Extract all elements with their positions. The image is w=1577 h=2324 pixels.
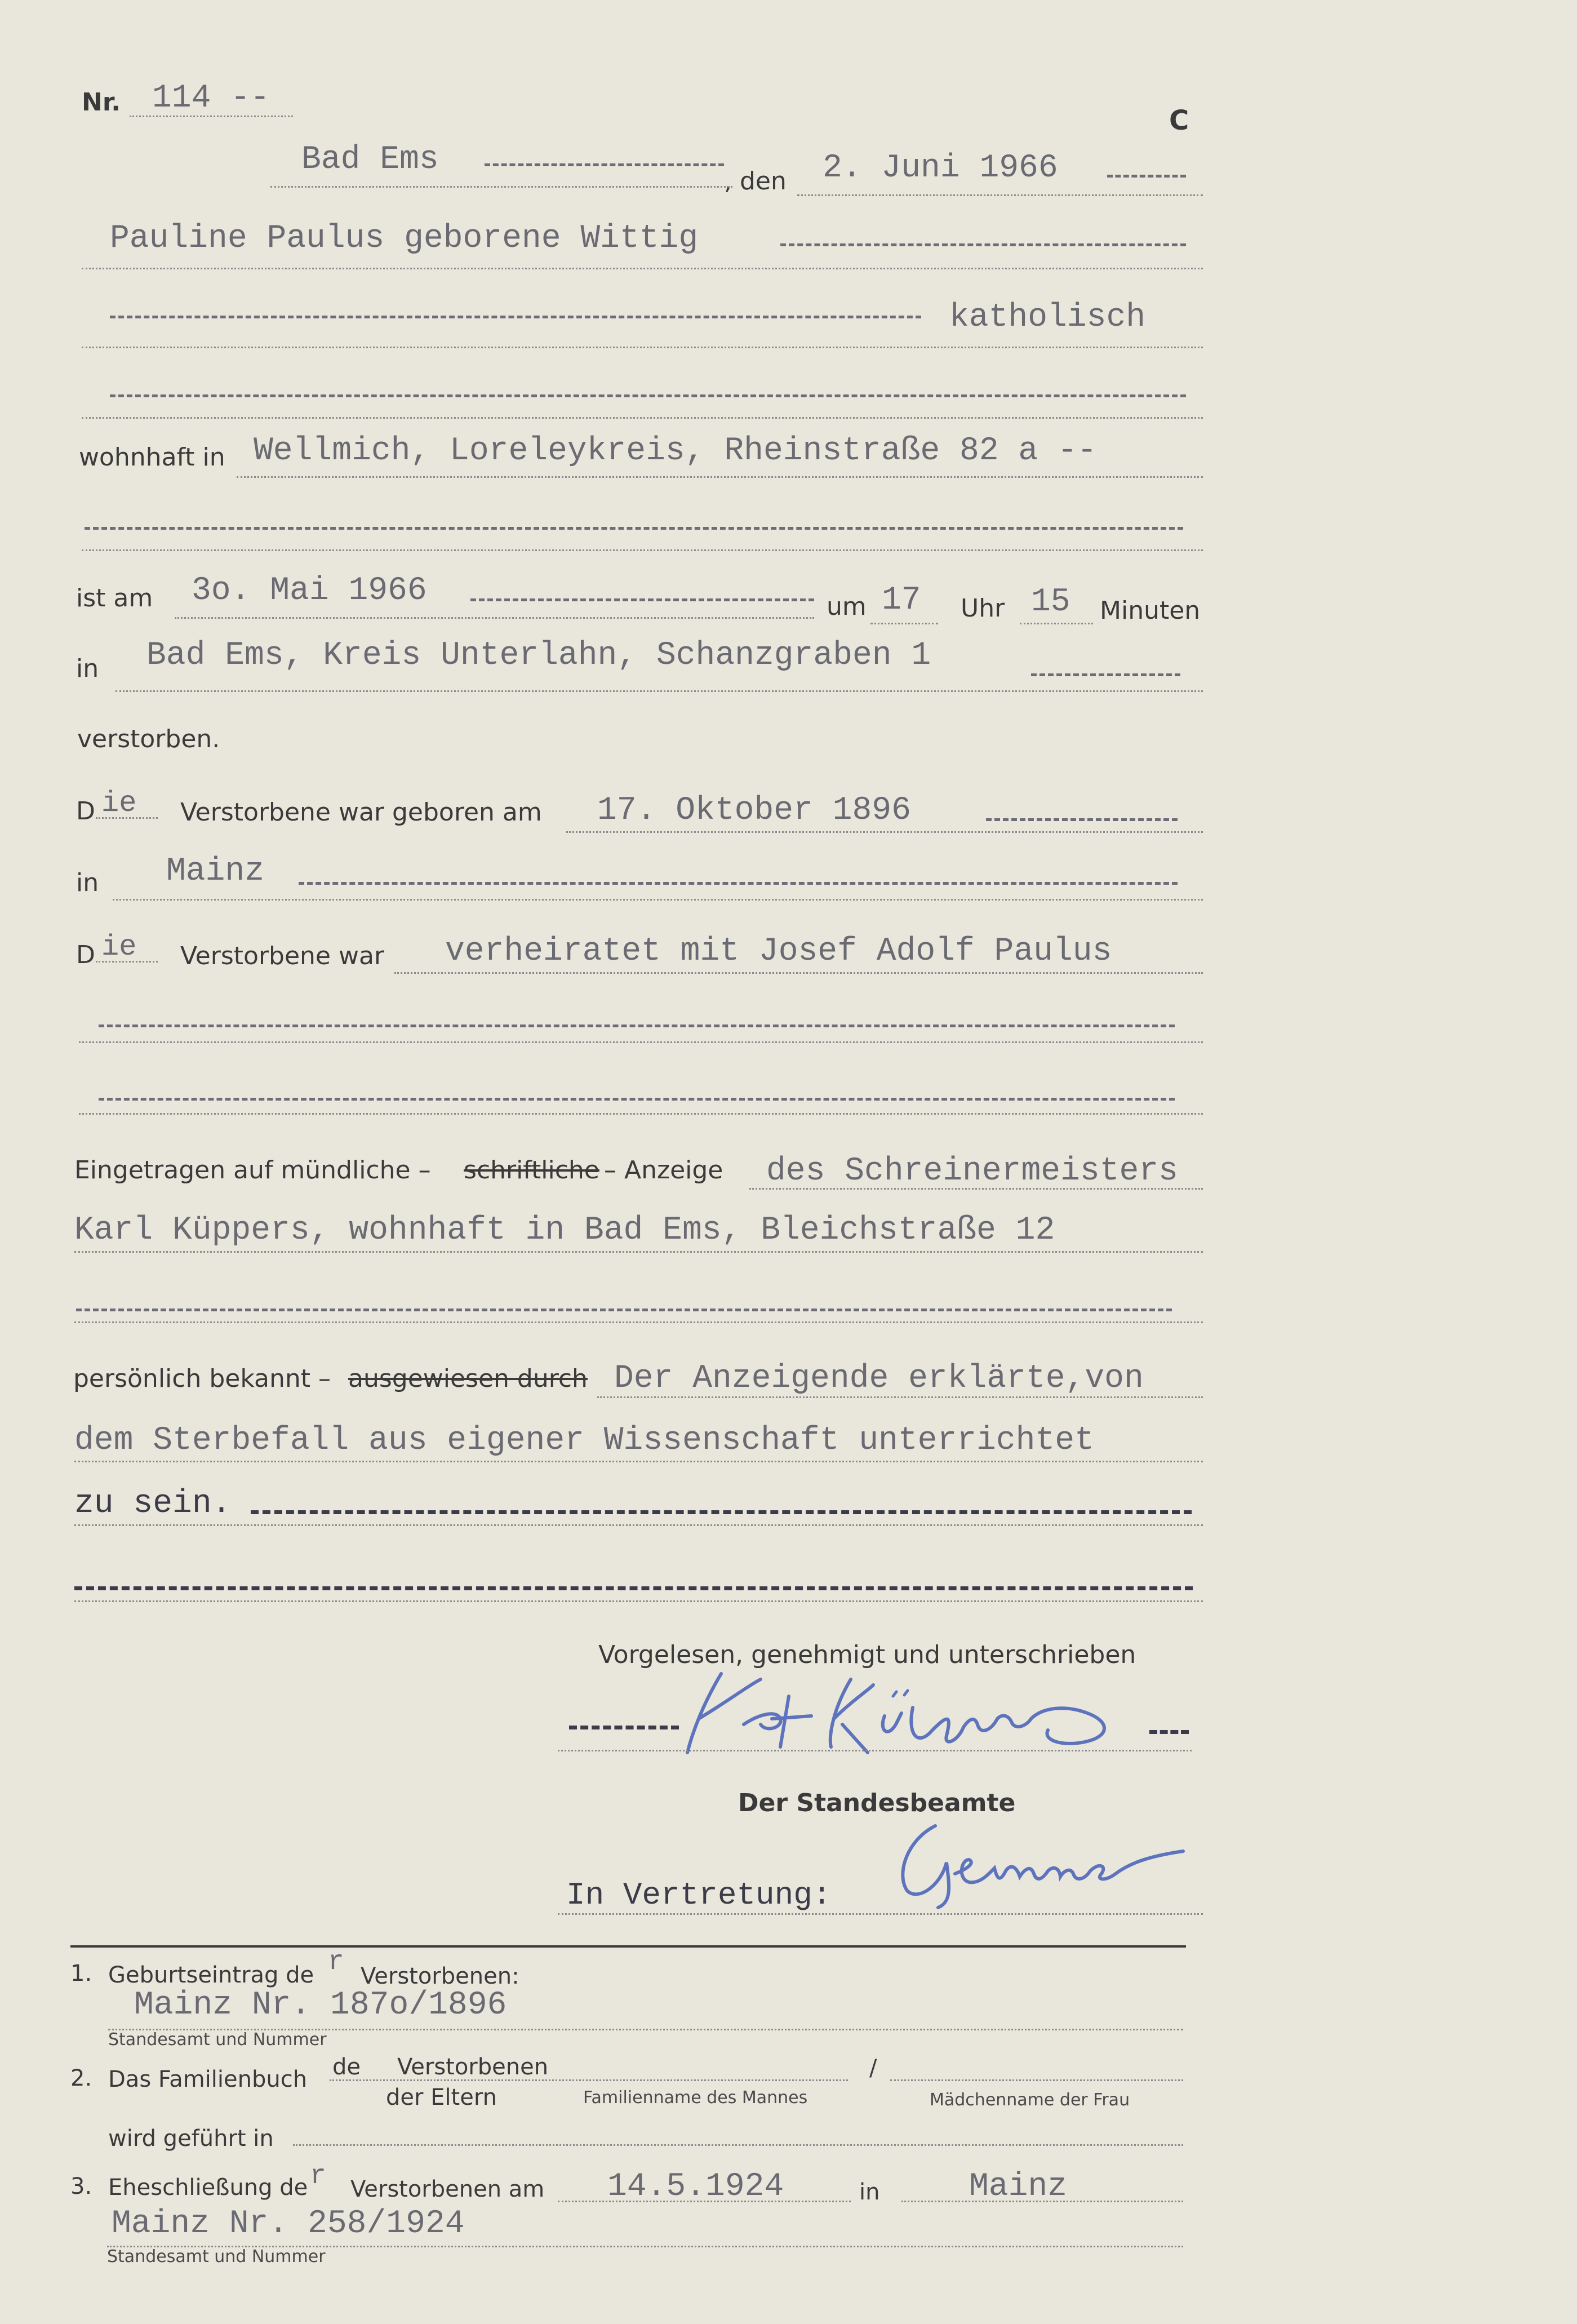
deputy-field-line [558, 1913, 1203, 1915]
item2-caption-wife: Mädchenname der Frau [930, 2090, 1130, 2110]
item3-place: Mainz [969, 2168, 1068, 2205]
birth-article-line [96, 817, 158, 819]
date-dash-fill [1107, 175, 1186, 178]
blank-field-line-1 [82, 417, 1203, 419]
item1-number: 1. [70, 1961, 92, 1986]
residence-label: wohnhaft in [79, 443, 225, 472]
item2-slash: / [869, 2055, 877, 2081]
residence-field-line [237, 476, 1203, 478]
identification-field-line-1 [597, 1396, 1203, 1398]
death-in-label: in [76, 654, 99, 683]
official-signature [885, 1817, 1200, 1919]
item3-date: 14.5.1924 [607, 2168, 784, 2205]
minute-field-line [1020, 623, 1093, 624]
birth-place-dash-fill [299, 882, 1178, 885]
uhr-label: Uhr [961, 594, 1005, 623]
deceased-name: Pauline Paulus geborene Wittig [110, 220, 699, 257]
item1-label: Geburtseintrag de [108, 1962, 314, 1988]
signature-field-line [558, 1750, 1192, 1751]
blank-dash-line-5 [76, 1309, 1172, 1311]
birth-date: 17. Oktober 1896 [597, 792, 911, 829]
birth-article: ie [101, 787, 137, 820]
registration-field-line-1 [749, 1188, 1203, 1190]
registration-line-2: Karl Küppers, wohnhaft in Bad Ems, Bleichstraße 12 [74, 1212, 1055, 1249]
informant-signature [682, 1662, 1144, 1764]
deputy-label: In Vertretung: [566, 1877, 832, 1913]
hour-field-line [870, 623, 938, 624]
item3-number: 3. [70, 2174, 92, 2199]
identification-label-struck: ausgewiesen durch [348, 1364, 588, 1393]
item2-gefuehrt-label: wird geführt in [108, 2126, 274, 2152]
signature-dash-right [1149, 1730, 1189, 1734]
official-label: Der Standesbeamte [738, 1789, 1016, 1817]
name-dash-fill [780, 243, 1186, 246]
place-field-line [270, 186, 732, 188]
identification-line-2: dem Sterbefall aus eigener Wissenschaft unterrichtet [74, 1422, 1094, 1459]
marital-value: verheiratet mit Josef Adolf Paulus [445, 933, 1112, 970]
item3-superscript: r [310, 2161, 326, 2192]
death-date: 3o. Mai 1966 [192, 573, 427, 609]
blank-field-line-2 [82, 549, 1203, 551]
death-minute: 15 [1031, 584, 1070, 620]
item1-label-end: Verstorbenen: [361, 1963, 519, 1989]
blank-dash-line-2 [85, 527, 1183, 530]
item2-gefuehrt-line [293, 2144, 1183, 2146]
nr-label: Nr. [82, 88, 121, 117]
blank-field-line-4 [79, 1113, 1203, 1115]
um-label: um [827, 592, 867, 621]
registration-field-line-2 [74, 1251, 1203, 1253]
name-field-line [82, 268, 1203, 269]
item3-caption: Standesamt und Nummer [107, 2247, 326, 2267]
birth-in-label: in [76, 868, 99, 897]
birth-d-label: D [76, 797, 95, 826]
place-dash-fill [485, 163, 724, 166]
item2-label: Das Familienbuch [108, 2066, 308, 2092]
item1-value: Mainz Nr. 187o/1896 [134, 1987, 507, 2024]
death-date-dash-fill [470, 598, 814, 601]
minuten-label: Minuten [1100, 596, 1201, 625]
religion-field-line [82, 347, 1203, 348]
item1-superscript: r [328, 1947, 344, 1977]
registration-line-1: des Schreinermeisters [766, 1153, 1178, 1190]
registration-label-prefix: Eingetragen auf mündliche – [74, 1156, 431, 1185]
item2-eltern: der Eltern [386, 2084, 497, 2110]
blank-field-line-3 [79, 1041, 1203, 1043]
blank-dash-line-4 [99, 1098, 1175, 1101]
item3-place-line [901, 2201, 1183, 2202]
death-hour: 17 [882, 582, 921, 619]
item2-de-label: de [332, 2054, 361, 2080]
item2-number: 2. [70, 2065, 92, 2091]
footer-separator [70, 1945, 1186, 1948]
death-place-dash-fill [1031, 673, 1180, 676]
residence-value: Wellmich, Loreleykreis, Rheinstraße 82 a -- [254, 433, 1097, 469]
corner-letter: C [1169, 105, 1189, 136]
signature-dash-left [569, 1726, 679, 1729]
birth-date-label: Verstorbene war geboren am [180, 798, 542, 827]
item3-in-label: in [859, 2179, 880, 2205]
date-value: 2. Juni 1966 [823, 150, 1058, 187]
death-place: Bad Ems, Kreis Unterlahn, Schanzgraben 1 [146, 637, 931, 674]
blank-field-line-6 [74, 1600, 1203, 1602]
item2-wife-line [890, 2079, 1183, 2081]
religion-dash-fill [110, 316, 921, 318]
item2-top-line [330, 2079, 848, 2081]
birth-date-dash-fill [986, 818, 1178, 821]
verstorben-label: verstorben. [77, 725, 220, 753]
identification-dash-fill [251, 1510, 1192, 1514]
item3-value: Mainz Nr. 258/1924 [112, 2206, 465, 2242]
registration-label-suffix: – Anzeige [604, 1156, 723, 1185]
marital-article: ie [101, 930, 137, 964]
place-value: Bad Ems [301, 141, 439, 178]
marital-article-line [96, 961, 158, 963]
death-place-field-line [116, 690, 1203, 692]
nr-field-line [130, 116, 293, 117]
blank-dash-line-1 [110, 394, 1186, 397]
identification-field-line-3 [74, 1524, 1203, 1526]
identification-field-line-2 [74, 1461, 1203, 1462]
registration-label-struck: schriftliche [464, 1156, 599, 1185]
den-label: , den [724, 167, 787, 196]
blank-field-line-5 [74, 1321, 1203, 1323]
item3-label: Eheschließung de [108, 2175, 308, 2201]
item1-caption: Standesamt und Nummer [108, 2030, 327, 2050]
marital-d-label: D [76, 941, 95, 969]
death-date-field-line [175, 617, 814, 619]
birth-place-field-line [113, 899, 1203, 901]
nr-value: 114 -- [152, 80, 270, 117]
religion-value: katholisch [949, 299, 1146, 336]
item3-date-line [558, 2201, 851, 2202]
item3-label-end: Verstorbenen am [350, 2176, 545, 2202]
identification-label: persönlich bekannt – [73, 1364, 331, 1393]
identification-line-1: Der Anzeigende erklärte,von [614, 1360, 1144, 1397]
date-field-line [797, 194, 1203, 196]
item2-caption-husband: Familienname des Mannes [583, 2088, 808, 2108]
item2-verstorbenen: Verstorbenen [397, 2054, 549, 2080]
read-approved-label: Vorgelesen, genehmigt und unterschrieben [598, 1640, 1136, 1669]
marital-label: Verstorbene war [180, 942, 385, 970]
birth-place: Mainz [166, 853, 265, 890]
blank-dash-line-6 [74, 1586, 1193, 1590]
marital-field-line [394, 972, 1203, 974]
birth-date-field-line [566, 831, 1203, 833]
identification-line-3: zu sein. [74, 1485, 232, 1522]
blank-dash-line-3 [99, 1024, 1175, 1027]
ist-am-label: ist am [76, 584, 153, 613]
